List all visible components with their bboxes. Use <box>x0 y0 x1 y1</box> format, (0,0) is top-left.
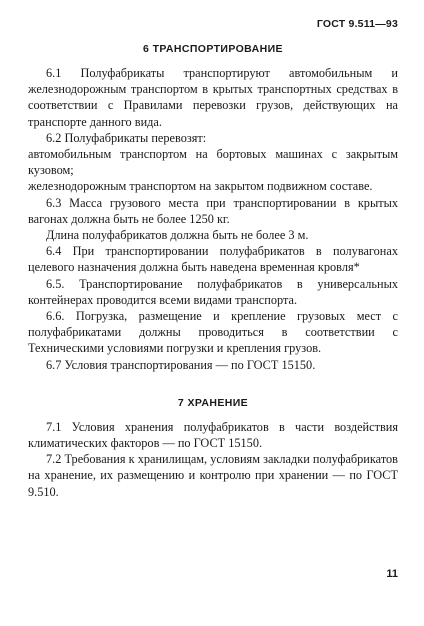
paragraph-6-2-rail: железнодорожным транспортом на закрытом подвижном составе. <box>28 179 373 194</box>
paragraph-6-3-length: Длина полуфабрикатов должна быть не более 3 м. <box>46 228 309 243</box>
page-content <box>28 41 398 500</box>
paragraph-6-6: 6.6. Погрузка, размещение и крепление грузовых мест с полуфабрикатами должны проводиться в соответствии с Техническими условиями погрузки и крепления грузов. <box>28 309 398 356</box>
paragraph-6-7: 6.7 Условия транспортирования — по ГОСТ 15150. <box>46 357 316 372</box>
section-7-title: 7 ХРАНЕНИЕ <box>177 396 249 409</box>
paragraph-6-3: 6.3 Масса грузового места при транспортировании в крытых вагонах должна быть не более 1250 кг. <box>28 195 398 226</box>
document-code-header: ГОСТ 9.511—93 <box>316 18 398 30</box>
paragraph-6-5: 6.5. Транспортирование полуфабрикатов в универсальных контейнерах проводится всеми видами транспорта. <box>28 276 398 307</box>
paragraph-6-1: 6.1 Полуфабрикаты транспортируют автомобильным и железнодорожным транспортом в крытых транспортных средствах в соответствии с Правилами перевозки грузов, действующих на транспорте данного вида. <box>28 66 398 129</box>
paragraph-7-2: 7.2 Требования к хранилищам, условиям закладки полуфабрикатов на хранение, их размещению и контролю при хранении — по ГОСТ 9.510. <box>28 452 398 499</box>
page-number: 11 <box>386 568 398 580</box>
paragraph-6-2-road: автомобильным транспортом на бортовых машинах с закрытым кузовом; <box>28 147 398 178</box>
paragraph-6-4: 6.4 При транспортировании полуфабрикатов в полувагонах целевого назначения должна быть наведена временная кровля* <box>28 244 398 275</box>
paragraph-6-2: 6.2 Полуфабрикаты перевозят: <box>46 130 207 145</box>
paragraph-7-1: 7.1 Условия хранения полуфабрикатов в части воздействия климатических факторов — по ГОСТ 15150. <box>28 419 398 451</box>
section-6-title: 6 ТРАНСПОРТИРОВАНИЕ <box>143 43 283 55</box>
